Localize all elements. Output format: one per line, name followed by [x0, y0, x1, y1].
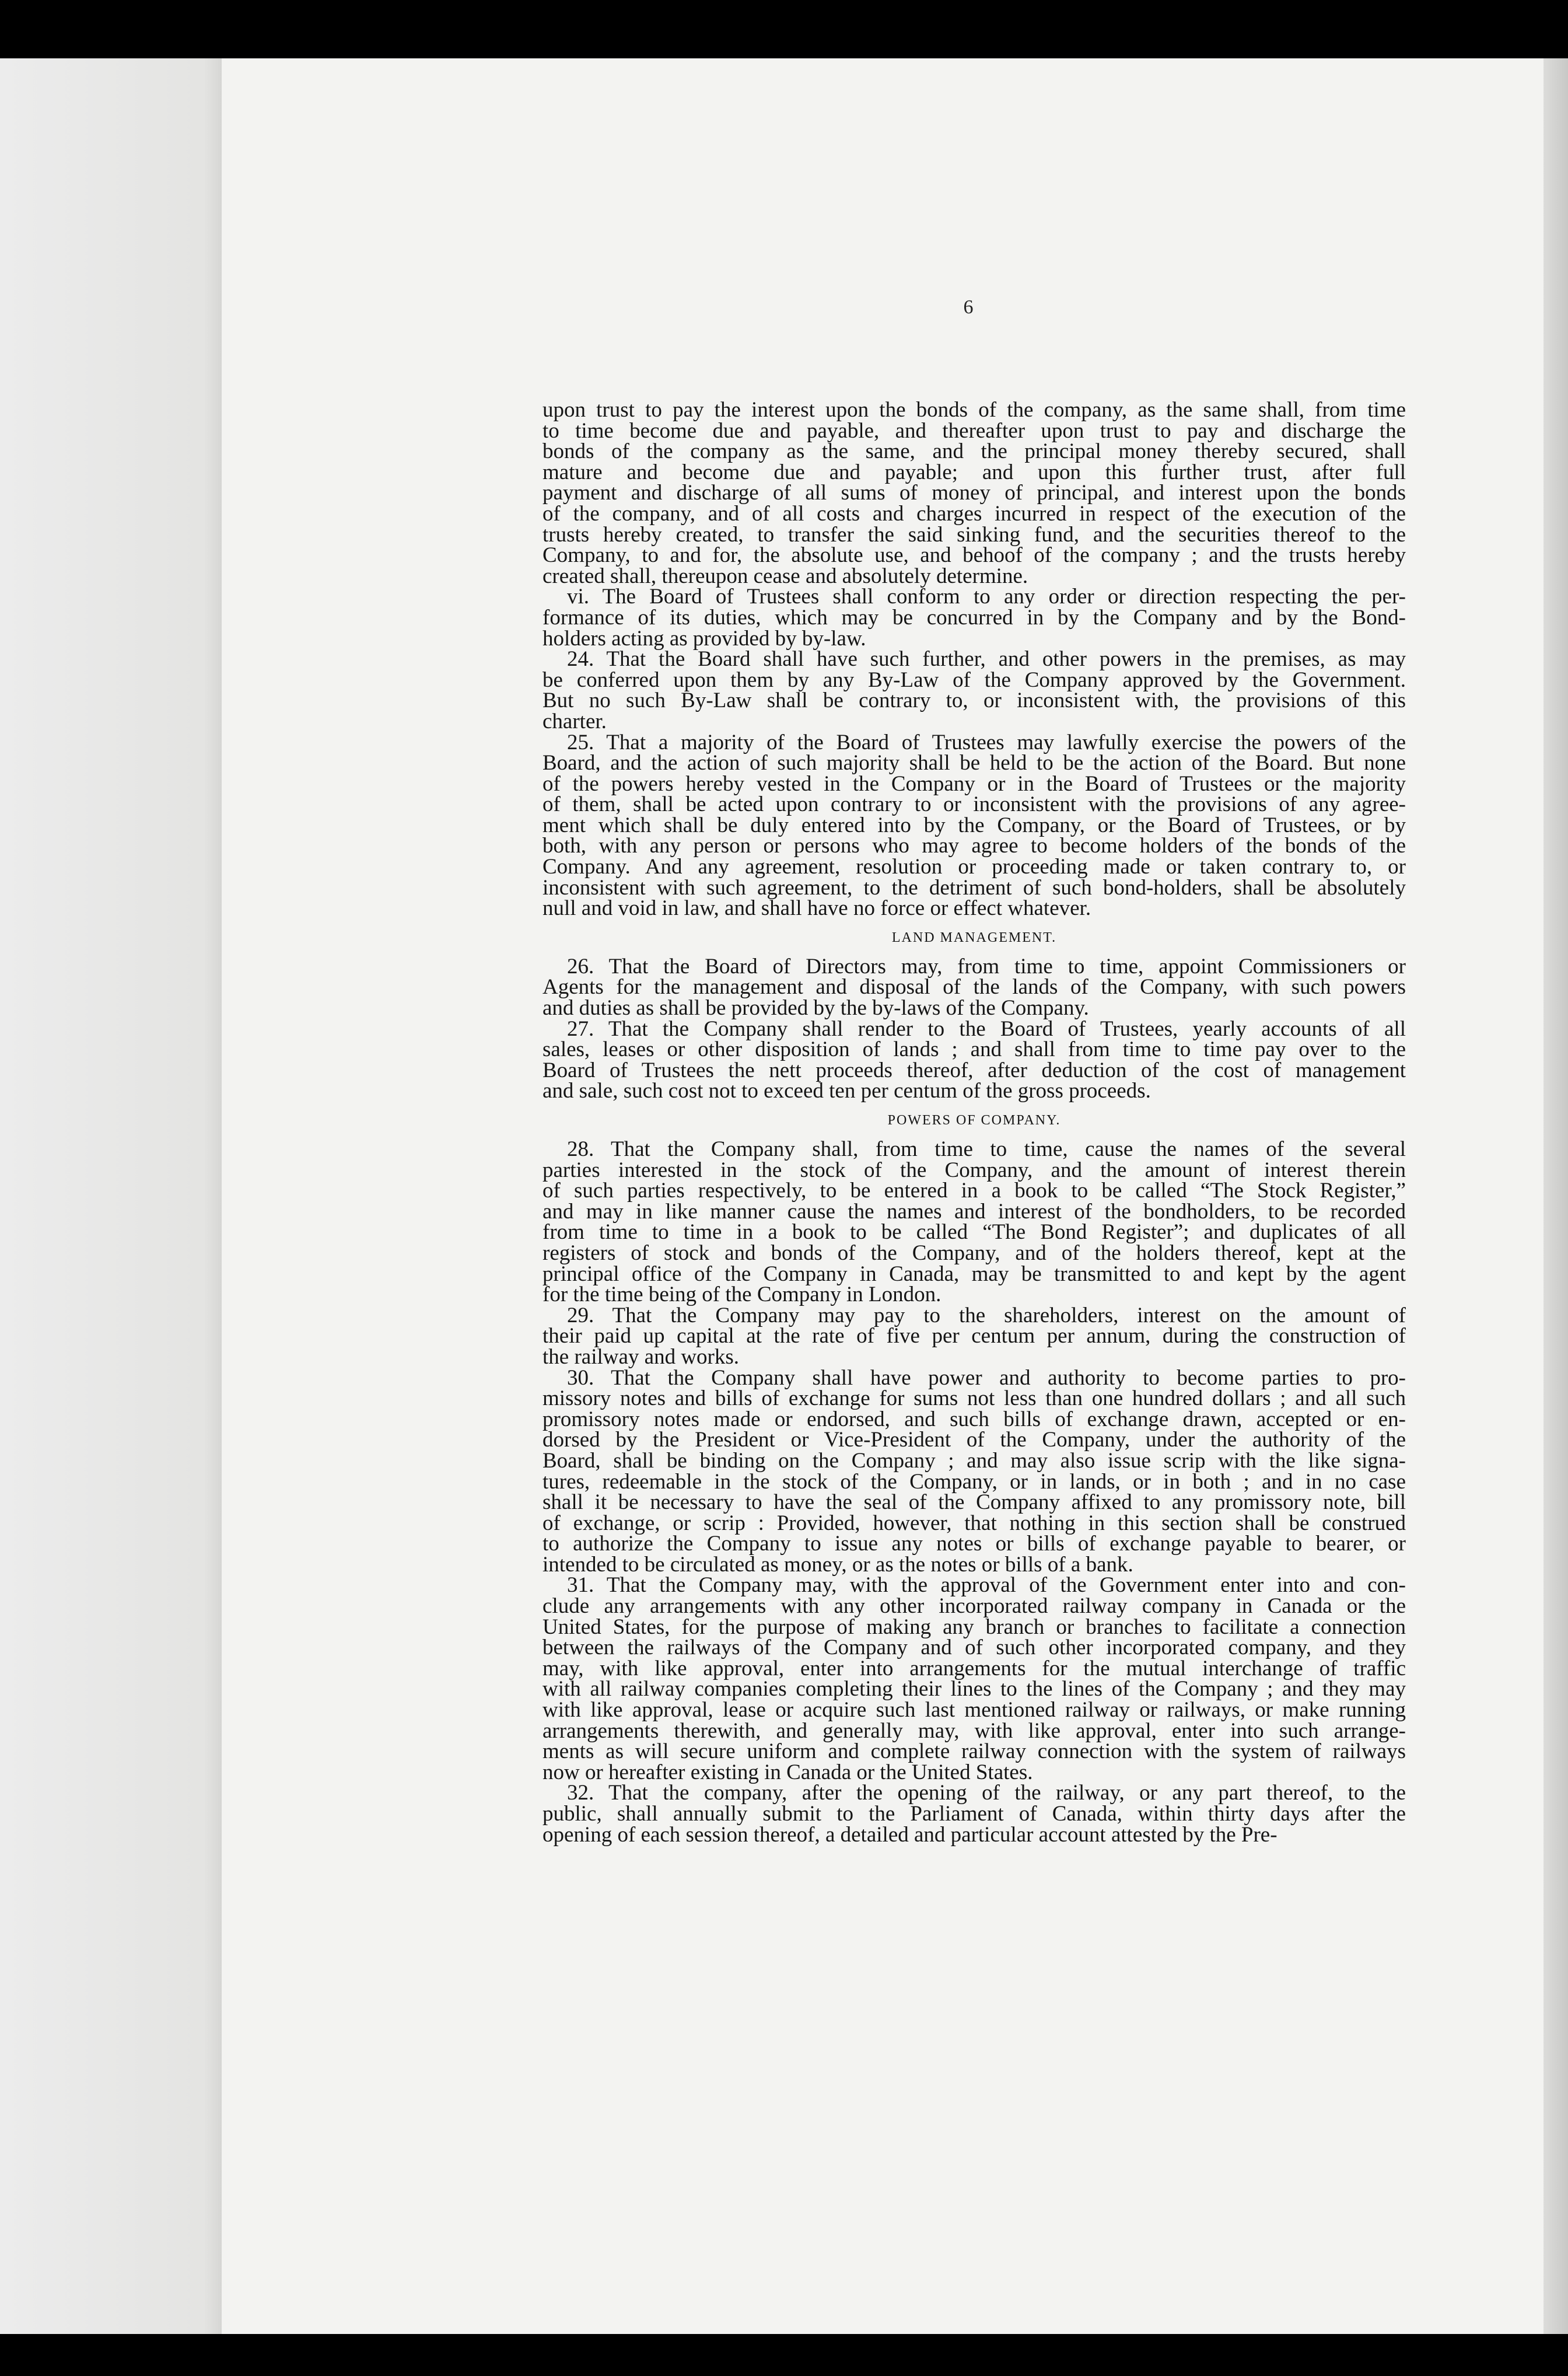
- text-line: ment which shall be duly entered into by the Company, or the Board of Trustees, or by: [542, 813, 1406, 837]
- text-line: parties interested in the stock of the Company, and the amount of interest therein: [542, 1158, 1406, 1182]
- text-line: Company, to and for, the absolute use, and behoof of the company ; and the trusts hereby: [542, 543, 1406, 568]
- text-line: Board, and the action of such majority shall be held to be the action of the Board. But none: [542, 751, 1406, 775]
- text-line: shall it be necessary to have the seal of the Company affixed to any promissory note, bill: [542, 1490, 1406, 1515]
- text-line: inconsistent with such agreement, to the detriment of such bond-holders, shall be absolutely: [542, 875, 1406, 900]
- text-line: principal office of the Company in Canada, may be transmitted to and kept by the agent: [542, 1262, 1406, 1286]
- right-page-edge: [1544, 58, 1568, 2334]
- text-line: intended to be circulated as money, or as the notes or bills of a bank.: [542, 1552, 1133, 1577]
- text-line: 30. That the Company shall have power and authority to become parties to pro-: [567, 1365, 1406, 1390]
- section-heading-powers-of-company: POWERS OF COMPANY.: [887, 1113, 1061, 1128]
- text-line: public, shall annually submit to the Parliament of Canada, within thirty days after the: [542, 1802, 1406, 1826]
- text-line: null and void in law, and shall have no force or effect whatever.: [542, 896, 1091, 921]
- text-line: of them, shall be acted upon contrary to or inconsistent with the provisions of any agree-: [542, 792, 1406, 817]
- text-line: and sale, such cost not to exceed ten per centum of the gross proceeds.: [542, 1079, 1151, 1103]
- text-line: 28. That the Company shall, from time to time, cause the names of the several: [567, 1137, 1406, 1161]
- text-line: dorsed by the President or Vice-President of the Company, under the authority of the: [542, 1428, 1406, 1452]
- text-line: mature and become due and payable; and upon this further trust, after full: [542, 460, 1406, 484]
- text-line: bonds of the company as the same, and the principal money thereby secured, shall: [542, 439, 1406, 464]
- text-line: Board, shall be binding on the Company ; and may also issue scrip with the like signa-: [542, 1448, 1406, 1473]
- text-line: with all railway companies completing their lines to the lines of the Company ; and they may: [542, 1677, 1406, 1701]
- text-line: clude any arrangements with any other incorporated railway company in Canada or the: [542, 1594, 1406, 1619]
- text-line: ments as will secure uniform and complete railway connection with the system of railways: [542, 1739, 1406, 1764]
- paragraphs-trustees: [542, 400, 1406, 919]
- paragraph: [542, 649, 1406, 732]
- text-line: of the company, and of all costs and charges incurred in respect of the execution of the: [542, 501, 1406, 526]
- text-line: 31. That the Company may, with the approval of the Government enter into and con-: [567, 1573, 1406, 1598]
- text-line: to time become due and payable, and thereafter upon trust to pay and discharge the: [542, 418, 1406, 443]
- paragraph: [542, 1365, 1406, 1577]
- text-line: missory notes and bills of exchange for sums not less than one hundred dollars ; and all such: [542, 1386, 1406, 1411]
- scanned-page: [0, 58, 1568, 2334]
- left-page-margin: [0, 58, 222, 2334]
- text-line: formance of its duties, which may be concurred in by the Company and by the Bond-: [542, 605, 1406, 630]
- text-line: to authorize the Company to issue any notes or bills of exchange payable to bearer, or: [542, 1532, 1406, 1556]
- section-heading-land-management: LAND MANAGEMENT.: [891, 930, 1057, 945]
- text-line: trusts hereby created, to transfer the said sinking fund, and the securities thereof to the: [542, 522, 1406, 547]
- text-line: vi. The Board of Trustees shall conform to any order or direction respecting the per-: [567, 585, 1406, 609]
- paragraph: [542, 1783, 1406, 1845]
- text-line: between the railways of the Company and of such other incorporated company, and they: [542, 1636, 1406, 1660]
- text-line: registers of stock and bonds of the Company, and of the holders thereof, kept at the: [542, 1241, 1406, 1265]
- text-line: of the powers hereby vested in the Company or in the Board of Trustees or the majority: [542, 771, 1406, 796]
- text-line: tures, redeemable in the stock of the Company, or in lands, or in both ; and in no case: [542, 1469, 1406, 1494]
- text-line: both, with any person or persons who may agree to become holders of the bonds of the: [542, 834, 1406, 858]
- text-line: sales, leases or other disposition of lands ; and shall from time to time pay over to the: [542, 1037, 1406, 1062]
- paragraphs-powers-of-company: [542, 1139, 1406, 1845]
- text-line: of such parties respectively, to be entered in a book to be called “The Stock Register,”: [542, 1179, 1406, 1203]
- text-line: and duties as shall be provided by the by-laws of the Company.: [542, 996, 1089, 1021]
- paragraph: [542, 1575, 1406, 1783]
- text-line: arrangements therewith, and generally may, with like approval, enter into such arrange-: [542, 1718, 1406, 1743]
- text-line: from time to time in a book to be called “The Bond Register”; and duplicates of all: [542, 1220, 1406, 1245]
- text-line: their paid up capital at the rate of five per centum per annum, during the construction of: [542, 1324, 1406, 1348]
- text-line: opening of each session thereof, a detailed and particular account attested by the Pre-: [542, 1822, 1278, 1847]
- text-line: holders acting as provided by by-law.: [542, 626, 866, 651]
- body-text: [542, 400, 1406, 1845]
- text-line: United States, for the purpose of making any branch or branches to facilitate a connection: [542, 1615, 1406, 1639]
- text-line: 25. That a majority of the Board of Trustees may lawfully exercise the powers of the: [567, 730, 1406, 754]
- text-line: for the time being of the Company in London.: [542, 1283, 942, 1307]
- text-line: the railway and works.: [542, 1344, 740, 1369]
- text-line: be conferred upon them by any By-Law of the Company approved by the Government.: [542, 668, 1406, 692]
- text-line: 27. That the Company shall render to the Board of Trustees, yearly accounts of all: [567, 1016, 1406, 1041]
- text-line: But no such By-Law shall be contrary to, or inconsistent with, the provisions of this: [542, 689, 1406, 713]
- text-line: 29. That the Company may pay to the shareholders, interest on the amount of: [567, 1303, 1406, 1327]
- text-line: with like approval, lease or acquire such last mentioned railway or railways, or make running: [542, 1698, 1406, 1722]
- text-line: payment and discharge of all sums of money of principal, and interest upon the bonds: [542, 481, 1406, 505]
- text-line: Agents for the management and disposal of the lands of the Company, with such powers: [542, 975, 1406, 1000]
- text-line: of exchange, or scrip : Provided, however, that nothing in this section shall be construed: [542, 1511, 1406, 1535]
- text-line: 26. That the Board of Directors may, from time to time, appoint Commissioners or: [567, 954, 1406, 979]
- paragraph: [542, 732, 1406, 919]
- text-line: charter.: [542, 709, 607, 733]
- paragraphs-land-management: [542, 956, 1406, 1102]
- paragraph: [542, 400, 1406, 586]
- text-line: created shall, thereupon cease and absolutely determine.: [542, 564, 1028, 588]
- text-line: may, with like approval, enter into arrangements for the mutual interchange of traffic: [542, 1656, 1406, 1680]
- text-line: 24. That the Board shall have such further, and other powers in the premises, as may: [567, 647, 1406, 672]
- text-line: Board of Trustees the nett proceeds thereof, after deduction of the cost of management: [542, 1058, 1406, 1082]
- text-line: 32. That the company, after the opening of the railway, or any part thereof, to the: [567, 1781, 1406, 1805]
- paragraph: [542, 586, 1406, 649]
- page-number: 6: [963, 296, 974, 318]
- paragraph: [542, 1139, 1406, 1305]
- text-line: now or hereafter existing in Canada or the United States.: [542, 1760, 1033, 1784]
- paragraph: [542, 956, 1406, 1019]
- text-line: and may in like manner cause the names and interest of the bondholders, to be recorded: [542, 1199, 1406, 1224]
- text-line: Company. And any agreement, resolution or proceeding made or taken contrary to, or: [542, 855, 1406, 879]
- text-line: promissory notes made or endorsed, and such bills of exchange drawn, accepted or en-: [542, 1407, 1406, 1431]
- paragraph: [542, 1305, 1406, 1368]
- paragraph: [542, 1016, 1406, 1103]
- text-line: upon trust to pay the interest upon the bonds of the company, as the same shall, from time: [542, 398, 1406, 422]
